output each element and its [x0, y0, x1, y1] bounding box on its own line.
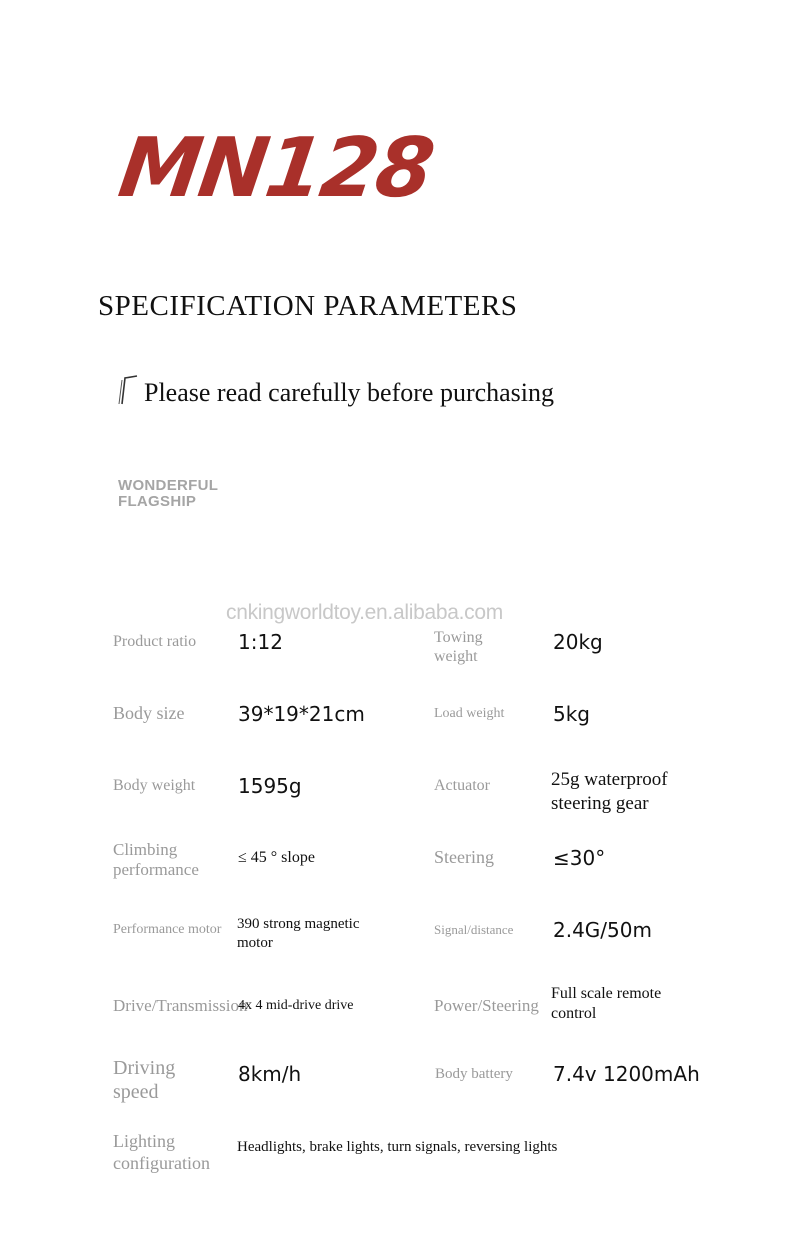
- spec-value-driving-speed: [238, 1060, 418, 1088]
- spec-label-text: Drive/Transmission: [113, 995, 248, 1015]
- spec-value-text: Full scale remote control: [551, 985, 662, 1022]
- spec-value-lighting: [237, 1133, 677, 1161]
- spec-label-load-weight: [434, 700, 544, 728]
- spec-value-actuator: [551, 766, 726, 818]
- spec-label-text: Lighting configuration: [113, 1131, 210, 1173]
- spec-value-load-weight: [553, 700, 733, 728]
- spec-label-text: Product ratio: [113, 633, 197, 651]
- spec-label-lighting: [113, 1130, 238, 1176]
- spec-value-body-battery: [553, 1060, 733, 1088]
- tagline-line-2: FLAGSHIP: [118, 493, 197, 510]
- corner-bracket-icon: [116, 374, 140, 406]
- spec-label-motor: [113, 911, 233, 949]
- spec-label-text: Driving speed: [113, 1057, 176, 1103]
- spec-value-towing-weight: [553, 628, 733, 656]
- spec-value-text: 20kg: [553, 630, 603, 654]
- spec-label-climbing: [113, 838, 233, 882]
- spec-label-text: Signal/distance: [434, 922, 514, 938]
- spec-value-text: 2.4G/50m: [553, 918, 652, 942]
- spec-label-body-size: [113, 700, 228, 728]
- spec-value-text: 390 strong magnetic motor: [237, 916, 360, 951]
- spec-label-signal: [434, 916, 544, 944]
- spec-label-body-battery: [435, 1060, 545, 1088]
- spec-label-text: Load weight: [434, 705, 505, 721]
- spec-value-body-weight: [238, 772, 418, 800]
- page-title: SPECIFICATION PARAMETERS: [98, 290, 518, 322]
- spec-value-text: 1595g: [238, 774, 302, 798]
- spec-label-text: Body weight: [113, 777, 196, 795]
- spec-value-signal: [553, 916, 733, 944]
- spec-value-power-steering: [551, 982, 731, 1026]
- spec-value-text: 39*19*21cm: [238, 702, 365, 726]
- spec-label-product-ratio: [113, 628, 228, 656]
- spec-label-text: Body size: [113, 703, 185, 724]
- spec-value-text: 7.4v 1200mAh: [553, 1062, 700, 1086]
- spec-label-towing-weight: [434, 626, 534, 668]
- brand-logo: MN128: [113, 121, 439, 216]
- spec-label-drive: [113, 992, 248, 1020]
- spec-label-actuator: [434, 772, 544, 800]
- spec-label-text: Actuator: [434, 777, 490, 795]
- spec-value-text: 5kg: [553, 702, 591, 726]
- spec-value-text: 8km/h: [238, 1062, 302, 1086]
- tagline: [118, 478, 218, 510]
- notice: [116, 372, 554, 408]
- tagline-line-1: WONDERFUL: [118, 477, 219, 494]
- spec-value-product-ratio: [238, 628, 418, 656]
- spec-value-drive: [238, 992, 418, 1020]
- spec-label-text: Towing weight: [434, 628, 483, 665]
- spec-label-text: Performance motor: [113, 921, 222, 937]
- spec-value-steering: [553, 844, 733, 872]
- spec-label-steering: [434, 844, 544, 872]
- spec-label-driving-speed: [113, 1054, 233, 1106]
- spec-value-text: 25g waterproof steering gear: [551, 769, 668, 814]
- spec-label-power-steering: [434, 992, 554, 1020]
- spec-value-text: ≤30°: [553, 846, 606, 870]
- spec-value-body-size: [238, 700, 418, 728]
- watermark: cnkingworldtoy.en.alibaba.com: [226, 601, 503, 624]
- spec-label-text: Power/Steering: [434, 995, 539, 1015]
- spec-value-motor: [237, 912, 387, 956]
- spec-value-text: ≤ 45 ° slope: [238, 849, 315, 866]
- spec-value-text: Headlights, brake lights, turn signals, reversing lights: [237, 1138, 558, 1155]
- spec-value-text: 1:12: [238, 630, 283, 654]
- spec-label-text: Climbing performance: [113, 839, 199, 879]
- notice-text: Please read carefully before purchasing: [144, 378, 555, 407]
- spec-label-text: Body battery: [435, 1066, 513, 1082]
- spec-label-text: Steering: [434, 847, 494, 868]
- spec-label-body-weight: [113, 772, 228, 800]
- spec-value-text: 4x 4 mid-drive drive: [238, 998, 354, 1014]
- spec-value-climbing: [238, 844, 418, 872]
